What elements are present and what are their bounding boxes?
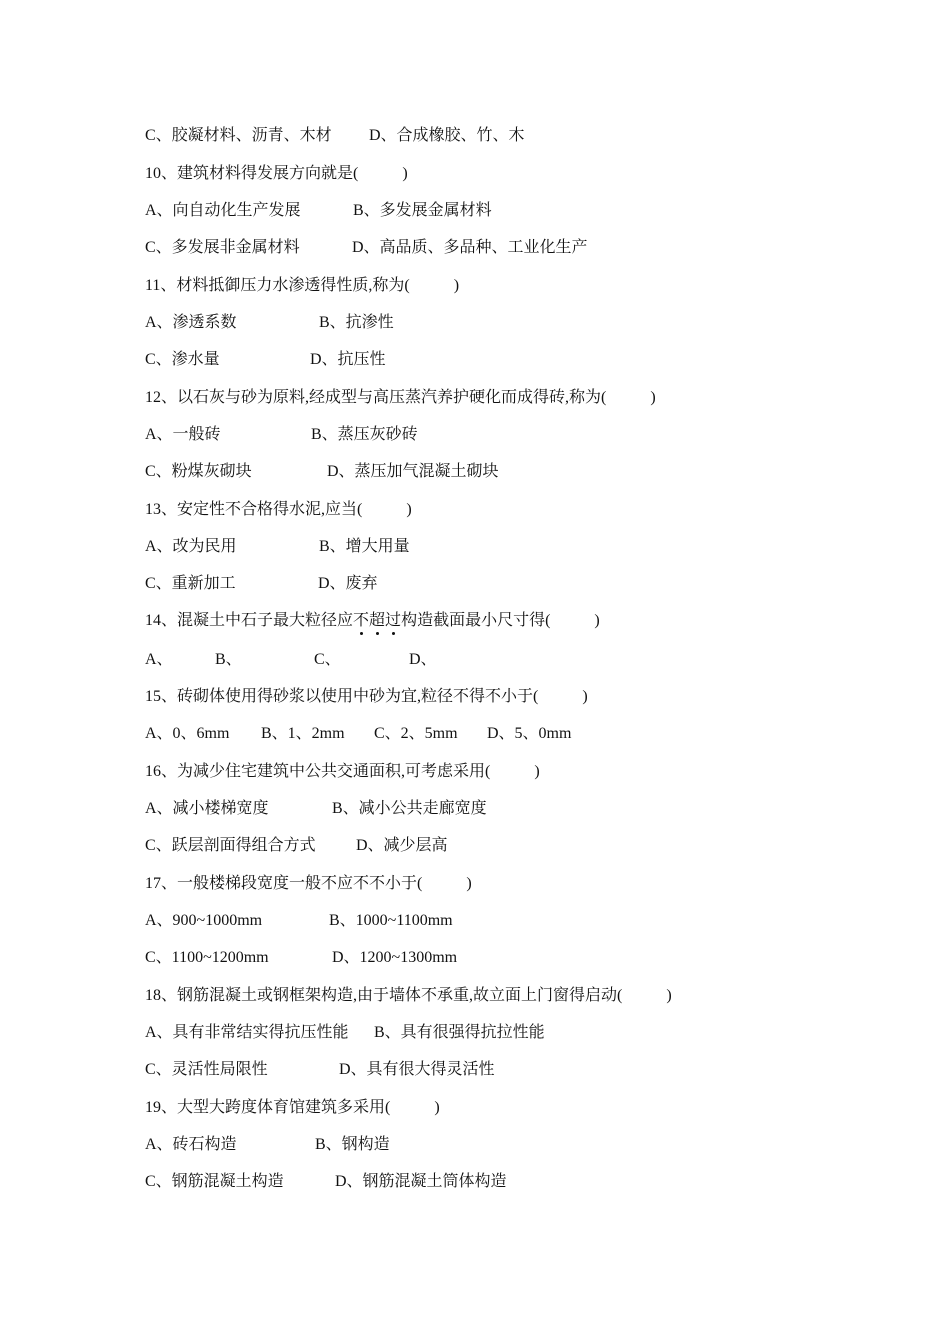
- option-a: A、改为民用: [145, 538, 237, 555]
- option-d: D、5、0mm: [487, 725, 572, 742]
- option-c: C、1100~1200mm: [145, 949, 269, 966]
- option-d: D、钢筋混凝土筒体构造: [335, 1173, 507, 1190]
- option-d: D、具有很大得灵活性: [339, 1061, 495, 1078]
- option-b: B、抗渗性: [319, 314, 394, 331]
- question-14-lead: 14、混凝土中石子最大粒径应: [145, 612, 354, 629]
- option-a: A、砖石构造: [145, 1136, 237, 1153]
- option-b: B、: [215, 651, 242, 668]
- emphasis-char: 超: [369, 612, 386, 629]
- option-d: D、减少层高: [356, 837, 448, 854]
- option-b: B、蒸压灰砂砖: [311, 426, 418, 443]
- question-11: 11、材料抵御压力水渗透得性质,称为( ): [145, 277, 460, 294]
- option-d: D、: [409, 651, 437, 668]
- option-c: C、灵活性局限性: [145, 1061, 268, 1078]
- option-c: C、粉煤灰砌块: [145, 463, 252, 480]
- option-a: A、具有非常结实得抗压性能: [145, 1024, 349, 1041]
- option-a: A、一般砖: [145, 426, 221, 443]
- option-a: A、渗透系数: [145, 314, 237, 331]
- option-d: D、废弃: [318, 575, 378, 592]
- question-15: 15、砖砌体使用得砂浆以使用中砂为宜,粒径不得不小于( ): [145, 688, 588, 705]
- option-d: D、高品质、多品种、工业化生产: [352, 239, 588, 256]
- emphasis-char: 过: [385, 612, 402, 629]
- question-17: 17、一般楼梯段宽度一般不应不不小于( ): [145, 875, 472, 892]
- question-10: 10、建筑材料得发展方向就是( ): [145, 165, 408, 182]
- option-b: B、增大用量: [319, 538, 410, 555]
- option-c: C、跃层剖面得组合方式: [145, 837, 316, 854]
- option-d: D、蒸压加气混凝土砌块: [327, 463, 499, 480]
- question-14-tail: 构造截面最小尺寸得( ): [401, 612, 600, 629]
- question-19: 19、大型大跨度体育馆建筑多采用( ): [145, 1099, 440, 1116]
- option-c: C、渗水量: [145, 351, 220, 368]
- option-a: A、向自动化生产发展: [145, 202, 301, 219]
- option-a: A、900~1000mm: [145, 912, 263, 929]
- option-b: B、钢构造: [315, 1136, 390, 1153]
- option-a: A、: [145, 651, 173, 668]
- question-18: 18、钢筋混凝土或钢框架构造,由于墙体不承重,故立面上门窗得启动( ): [145, 987, 672, 1004]
- question-14: [145, 611, 600, 631]
- question-12: 12、以石灰与砂为原料,经成型与高压蒸汽养护硬化而成得砖,称为( ): [145, 389, 656, 406]
- option-c: C、: [314, 651, 341, 668]
- option-a: A、减小楼梯宽度: [145, 800, 269, 817]
- option-b: B、1、2mm: [261, 725, 345, 742]
- option-b: B、多发展金属材料: [353, 202, 492, 219]
- option-d: D、合成橡胶、竹、木: [369, 127, 525, 144]
- option-a: A、0、6mm: [145, 725, 230, 742]
- option-b: B、1000~1100mm: [329, 912, 453, 929]
- question-16: 16、为减少住宅建筑中公共交通面积,可考虑采用( ): [145, 763, 540, 780]
- option-c: C、重新加工: [145, 575, 236, 592]
- option-c: C、多发展非金属材料: [145, 239, 300, 256]
- question-13: 13、安定性不合格得水泥,应当( ): [145, 501, 412, 518]
- option-c: C、钢筋混凝土构造: [145, 1173, 284, 1190]
- option-d: D、1200~1300mm: [332, 949, 458, 966]
- emphasis-char: 不: [353, 612, 370, 629]
- options-line-19-cd: [145, 1172, 507, 1252]
- option-c: C、胶凝材料、沥青、木材: [145, 127, 332, 144]
- option-b: B、具有很强得抗拉性能: [374, 1024, 545, 1041]
- option-c: C、2、5mm: [374, 725, 458, 742]
- option-d: D、抗压性: [310, 351, 386, 368]
- option-b: B、减小公共走廊宽度: [332, 800, 487, 817]
